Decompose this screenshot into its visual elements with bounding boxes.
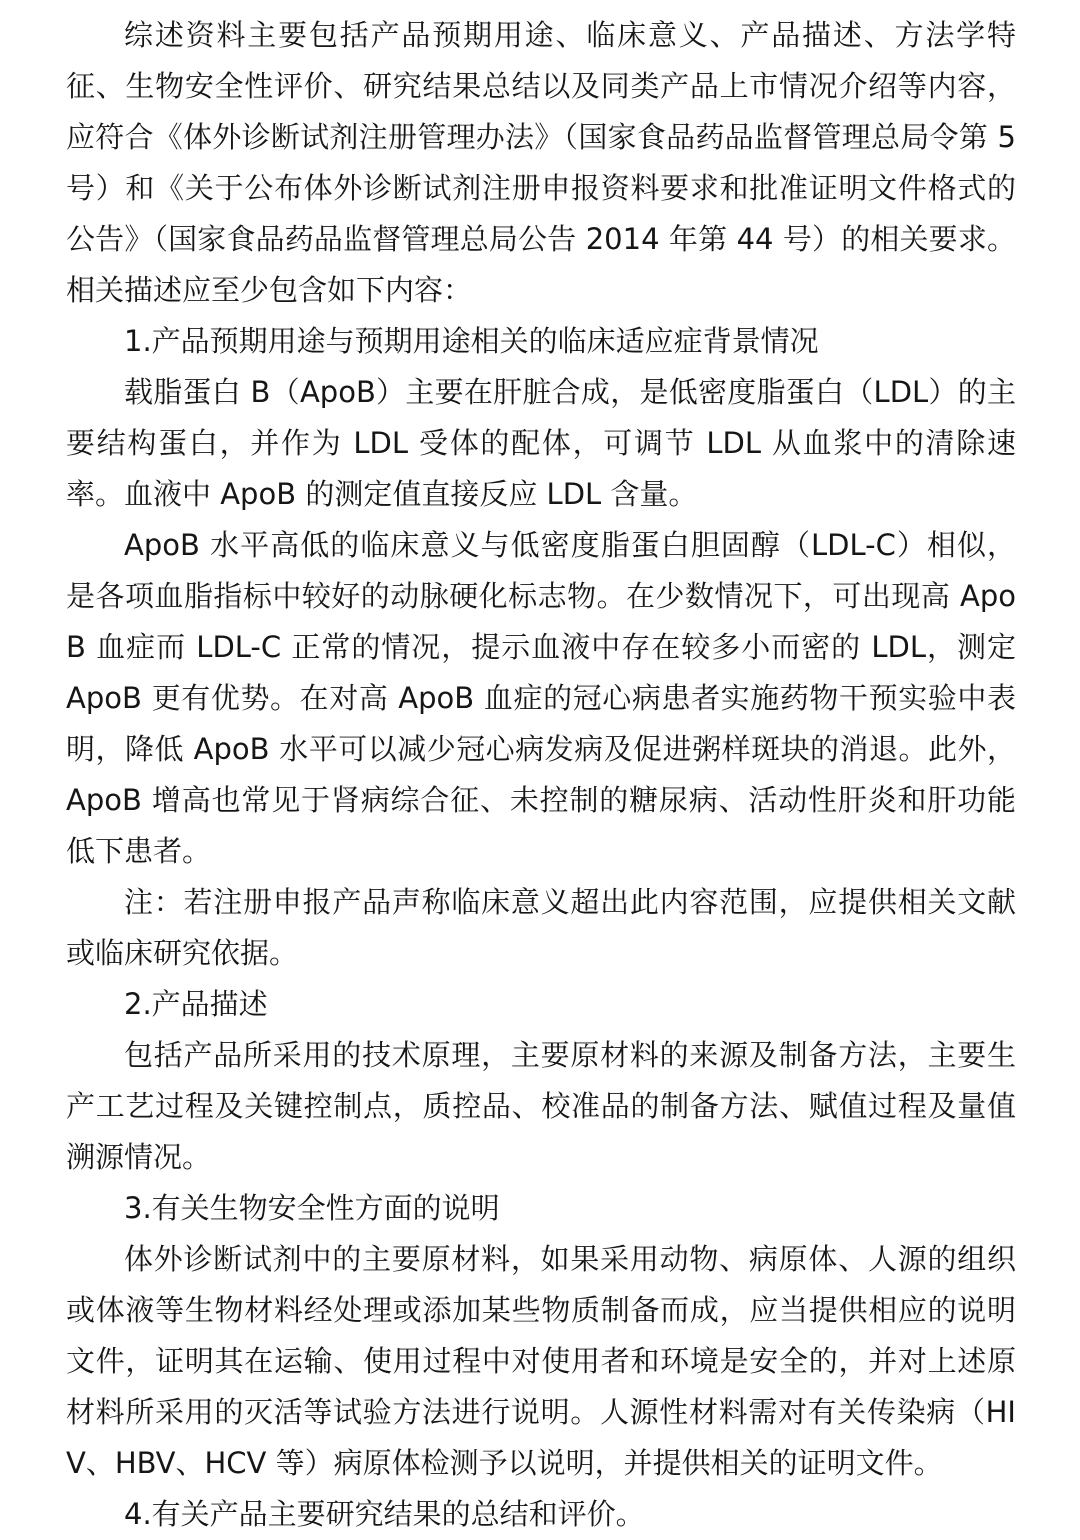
product-description-paragraph: 包括产品所采用的技术原理，主要原材料的来源及制备方法，主要生产工艺过程及关键控制点，质控品、校准品的制备方法、赋值过程及量值溯源情况。 bbox=[66, 1038, 1016, 1174]
section-3-heading: 3.有关生物安全性方面的说明 bbox=[124, 1191, 500, 1225]
document-page bbox=[66, 10, 1016, 1540]
section-4-heading: 4.有关产品主要研究结果的总结和评价。 bbox=[124, 1497, 645, 1531]
apob-definition-paragraph: 载脂蛋白 B（ApoB）主要在肝脏合成，是低密度脂蛋白（LDL）的主要结构蛋白，并作为 LDL 受体的配体，可调节 LDL 从血浆中的清除速率。血液中 ApoB 的测定值直接反应 LDL 含量。 bbox=[66, 375, 1016, 511]
intro-paragraph: 综述资料主要包括产品预期用途、临床意义、产品描述、方法学特征、生物安全性评价、研究结果总结以及同类产品上市情况介绍等内容，应符合《体外诊断试剂注册管理办法》（国家食品药品监督管理总局令第 5 号）和《关于公布体外诊断试剂注册申报资料要求和批准证明文件格式的公告》（国家食品药品监督管理总局公告 2014 年第 44 号）的相关要求。相关描述应至少包含如下内容： bbox=[66, 18, 1016, 307]
note-paragraph: 注：若注册申报产品声称临床意义超出此内容范围，应提供相关文献或临床研究依据。 bbox=[66, 885, 1016, 970]
biosafety-paragraph: 体外诊断试剂中的主要原材料，如果采用动物、病原体、人源的组织或体液等生物材料经处理或添加某些物质制备而成，应当提供相应的说明文件，证明其在运输、使用过程中对使用者和环境是安全的，并对上述原材料所采用的灭活等试验方法进行说明。人源性材料需对有关传染病（HIV、HBV、HCV 等）病原体检测予以说明，并提供相关的证明文件。 bbox=[66, 1242, 1016, 1480]
section-2-heading: 2.产品描述 bbox=[124, 987, 268, 1021]
clinical-significance-paragraph: ApoB 水平高低的临床意义与低密度脂蛋白胆固醇（LDL-C）相似，是各项血脂指标中较好的动脉硬化标志物。在少数情况下，可出现高 ApoB 血症而 LDL-C 正常的情况，提示血液中存在较多小而密的 LDL，测定 ApoB 更有优势。在对高 ApoB 血症的冠心病患者实施药物干预实验中表明，降低 ApoB 水平可以减少冠心病发病及促进粥样斑块的消退。此外，ApoB 增高也常见于肾病综合征、未控制的糖尿病、活动性肝炎和肝功能低下患者。 bbox=[66, 528, 1016, 868]
section-1-heading: 1.产品预期用途与预期用途相关的临床适应症背景情况 bbox=[124, 324, 819, 358]
